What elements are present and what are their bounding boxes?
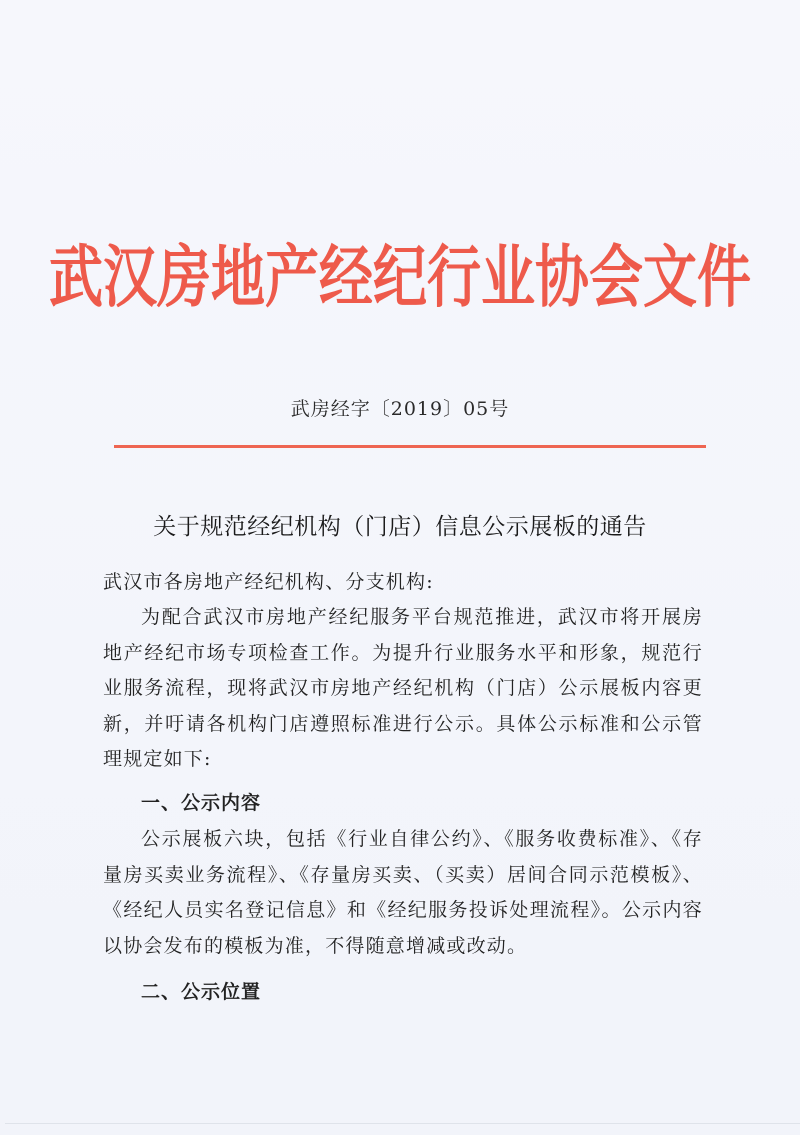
salutation: 武汉市各房地产经纪机构、分支机构: <box>103 571 434 593</box>
page-bottom-edge <box>5 1123 800 1124</box>
section-2 <box>103 975 703 1011</box>
section-heading-content: 一、公示内容 <box>141 792 262 814</box>
document-header-title: 武汉房地产经纪行业协会文件 <box>49 237 751 317</box>
section-heading-position: 二、公示位置 <box>141 981 262 1003</box>
section-1 <box>103 786 703 822</box>
notice-title: 关于规范经纪机构（门店）信息公示展板的通告 <box>153 514 647 540</box>
section-1-paragraph: 公示展板六块，包括《行业自律公约》、《服务收费标准》、《存量房买卖业务流程》、《存量房买卖、（买卖）居间合同示范模板》、《经纪人员实名登记信息》和《经纪服务投诉处理流程》。公示内容以协会发布的模板为准，不得随意增减或改动。 <box>103 828 703 957</box>
intro-paragraph: 为配合武汉市房地产经纪服务平台规范推进，武汉市将开展房地产经纪市场专项检查工作。为提升行业服务水平和形象，规范行业服务流程，现将武汉市房地产经纪机构（门店）公示展板内容更新，并吁请各机构门店遵照标准进行公示。具体公示标准和公示管理规定如下: <box>103 606 703 770</box>
red-divider-rule <box>114 445 706 448</box>
document-number: 武房经字〔2019〕05号 <box>290 398 510 420</box>
section-1-body <box>103 822 703 964</box>
intro-paragraph-block <box>103 600 703 778</box>
